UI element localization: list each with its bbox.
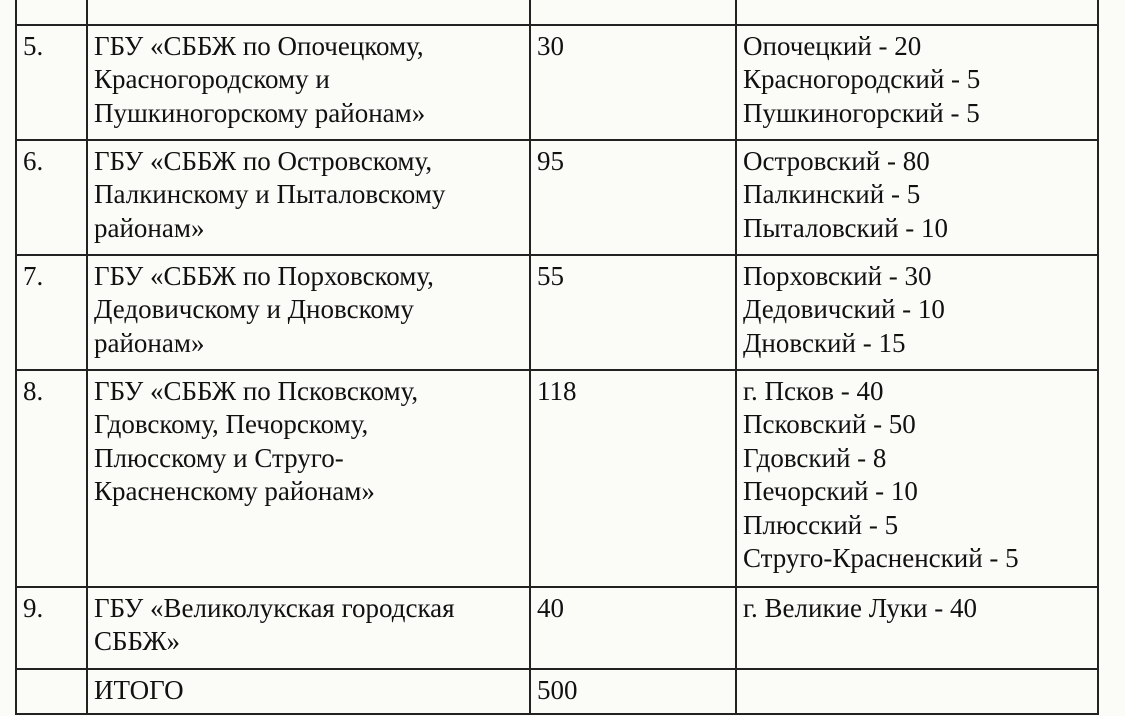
table-row	[16, 255, 1098, 370]
district-line: Плюсский - 5	[743, 509, 899, 540]
organization-line: Палкинскому и Пыталовскому	[94, 179, 446, 209]
districts-cell	[736, 370, 1098, 587]
quantity-cell	[530, 0, 736, 25]
organization-line: Дедовичскому и Дновскому	[94, 294, 414, 324]
districts-cell	[736, 669, 1098, 714]
districts-cell	[736, 140, 1098, 255]
organization-line: ГБУ «СББЖ по Островскому,	[94, 145, 433, 176]
organization-line: районам»	[94, 327, 205, 358]
table-row	[16, 587, 1098, 669]
district-line: г. Псков - 40	[743, 375, 884, 406]
row-number-cell: 9.	[16, 587, 87, 669]
row-number-cell	[16, 669, 87, 714]
organization-line: ГБУ «СББЖ по Порховскому,	[94, 260, 434, 291]
district-line: Пыталовский - 10	[743, 212, 949, 243]
distribution-table	[15, 0, 1099, 715]
organization-cell	[87, 255, 530, 370]
district-line: Дновский - 15	[743, 327, 906, 358]
districts-cell	[736, 0, 1098, 25]
organization-line: СББЖ»	[94, 626, 181, 656]
total-label: ИТОГО	[87, 669, 530, 714]
organization-line: Красногородскому и	[94, 64, 330, 94]
organization-line: Пушкиногорскому районам»	[94, 97, 426, 128]
districts-cell	[736, 587, 1098, 669]
organization-cell	[87, 587, 530, 669]
quantity-cell: 95	[530, 140, 736, 255]
organization-line: ГБУ «СББЖ по Псковскому,	[94, 375, 419, 406]
organization-cell	[87, 25, 530, 140]
organization-line: Плюсскому и Струго-	[94, 442, 344, 473]
quantity-cell: 55	[530, 255, 736, 370]
organization-line: районам»	[94, 212, 205, 243]
organization-cell	[87, 370, 530, 587]
district-line: Порховский - 30	[743, 260, 932, 291]
row-number-cell: 6.	[16, 140, 87, 255]
table-row	[16, 25, 1098, 140]
district-line: Островский - 80	[743, 145, 930, 176]
organization-line: Красненскому районам»	[94, 476, 375, 506]
table-row	[16, 370, 1098, 587]
quantity-cell: 30	[530, 25, 736, 140]
row-number-cell	[16, 0, 87, 25]
organization-line: ГБУ «СББЖ по Опочецкому,	[94, 30, 424, 61]
row-number-cell: 5.	[16, 25, 87, 140]
quantity-cell: 118	[530, 370, 736, 587]
organization-name-fragment	[94, 0, 523, 3]
total-quantity: 500	[530, 669, 736, 714]
organization-cell	[87, 0, 530, 25]
table-row-cut	[16, 0, 1098, 25]
organization-line: ГБУ «Великолукская городская	[94, 592, 455, 623]
row-number-cell: 8.	[16, 370, 87, 587]
organization-line: Гдовскому, Печорскому,	[94, 409, 369, 439]
district-line: Струго-Красненский - 5	[743, 543, 1019, 573]
district-line: г. Великие Луки - 40	[743, 592, 977, 623]
quantity-cell: 40	[530, 587, 736, 669]
district-line: Печорский - 10	[743, 476, 918, 506]
districts-cell	[736, 255, 1098, 370]
district-line: Палкинский - 5	[743, 179, 921, 209]
district-line: Гдовский - 8	[743, 442, 887, 473]
table-row	[16, 140, 1098, 255]
district-line: Опочецкий - 20	[743, 30, 922, 61]
districts-cell	[736, 25, 1098, 140]
district-line: Дедовичский - 10	[743, 294, 945, 324]
district-line: Псковский - 50	[743, 409, 916, 439]
district-line: Пушкиногорский - 5	[743, 97, 980, 128]
table-row-total	[16, 669, 1098, 714]
row-number-cell: 7.	[16, 255, 87, 370]
district-line: Красногородский - 5	[743, 64, 981, 94]
organization-cell	[87, 140, 530, 255]
